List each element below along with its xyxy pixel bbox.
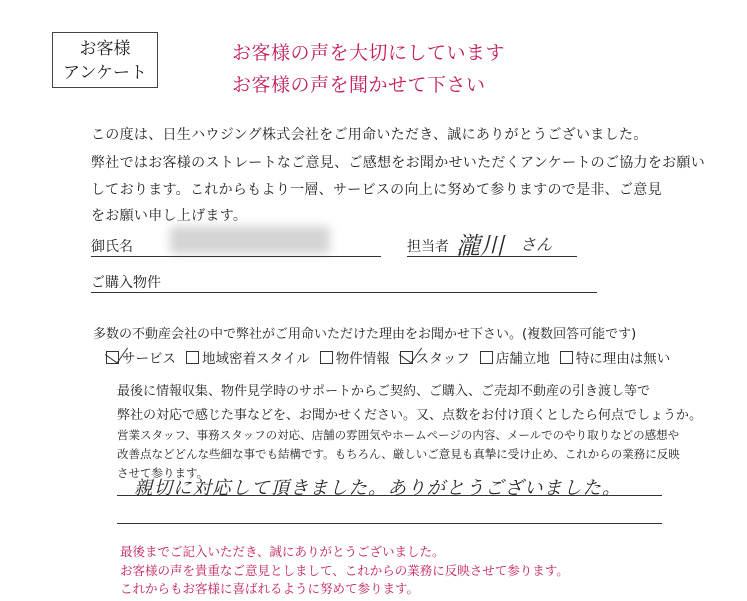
staff-underline — [407, 256, 577, 257]
property-label: ご購入物件 — [91, 275, 161, 291]
answer-line-2 — [117, 523, 662, 524]
question-2-note-2: 改善点などどんな些細な事でも結構です。もちろん、厳しいご意見も真摯に受け止め、これからの業務に反映 — [117, 447, 680, 461]
name-underline — [91, 256, 381, 257]
checkbox-property-info[interactable] — [320, 351, 333, 364]
option-label: スタッフ — [415, 351, 470, 367]
intro-line-1: この度は、日生ハウジング株式会社をご用命いただき、誠にありがとうございました。 — [91, 127, 648, 143]
footer-line-3: これからもお客様に喜ばれるように努めて参ります。 — [120, 581, 420, 596]
option-community[interactable] — [186, 347, 310, 367]
question-2-note-3: させて参ります。 — [117, 466, 209, 480]
question-2-line-2: 弊社の対応で感じた事などを、お聞かせください。又、点数をお付け頂くとしたら何点でしょうか。 — [117, 408, 703, 423]
staff-handwritten-suffix: さん — [520, 235, 553, 254]
question-2-line-1: 最後に情報収集、物件見学時のサポートからご契約、ご購入、ご売却不動産の引き渡し等で — [117, 384, 651, 399]
intro-line-2: 弊社ではお客様のストレートなご意見、ご感想をお聞かせいただくアンケートのご協力をお願い — [91, 155, 706, 171]
option-label: 特に理由は無い — [575, 351, 671, 367]
option-label: 物件情報 — [335, 351, 390, 367]
option-label: 地域密着スタイル — [202, 351, 310, 367]
checkbox-staff[interactable] — [400, 351, 413, 364]
option-label: 店舗立地 — [495, 351, 550, 367]
option-staff[interactable] — [400, 347, 470, 367]
option-no-reason[interactable] — [560, 347, 671, 367]
reason-options — [106, 347, 670, 367]
option-location[interactable] — [480, 347, 550, 367]
footer-line-1: 最後までご記入いただき、誠にありがとうございました。 — [120, 544, 445, 559]
heading-line-2: お客様の声を聞かせて下さい — [232, 74, 486, 96]
checkbox-no-reason[interactable] — [560, 351, 573, 364]
option-service[interactable] — [106, 347, 176, 367]
question-1-text: 多数の不動産会社の中で弊社がご用命いただけた理由をお聞かせ下さい。(複数回答可能です) — [93, 327, 637, 342]
checkbox-location[interactable] — [480, 351, 493, 364]
checkbox-community[interactable] — [186, 351, 199, 364]
option-label: サービス — [122, 351, 176, 367]
intro-line-3: しております。これからもより一層、サービスの向上に努めて参りますので是非、ご意見 — [91, 182, 662, 198]
badge-line-2: アンケート — [63, 63, 147, 83]
footer-line-2: お客様の声を貴重なご意見としまして、これからの業務に反映させて参ります。 — [120, 563, 569, 578]
property-underline — [91, 292, 597, 293]
heading-line-1: お客様の声を大切にしています — [232, 42, 506, 64]
name-label: 御氏名 — [91, 239, 133, 255]
survey-badge — [52, 32, 158, 88]
staff-handwritten-name: 瀧川 — [456, 232, 504, 260]
handwritten-answer: 親切に対応して頂きました。ありがとうございました。 — [134, 478, 622, 499]
answer-line-1 — [117, 495, 662, 496]
intro-line-4: をお願い申し上げます。 — [91, 208, 248, 224]
badge-line-1: お客様 — [79, 39, 131, 59]
question-2-note-1: 営業スタッフ、事務スタッフの対応、店舗の雰囲気やホームページの内容、メールでのやり取りなどの感想や — [117, 428, 680, 442]
redacted-name — [170, 226, 330, 254]
option-property-info[interactable] — [320, 347, 390, 367]
checkbox-service[interactable] — [106, 351, 119, 364]
staff-label: 担当者 — [407, 239, 449, 255]
